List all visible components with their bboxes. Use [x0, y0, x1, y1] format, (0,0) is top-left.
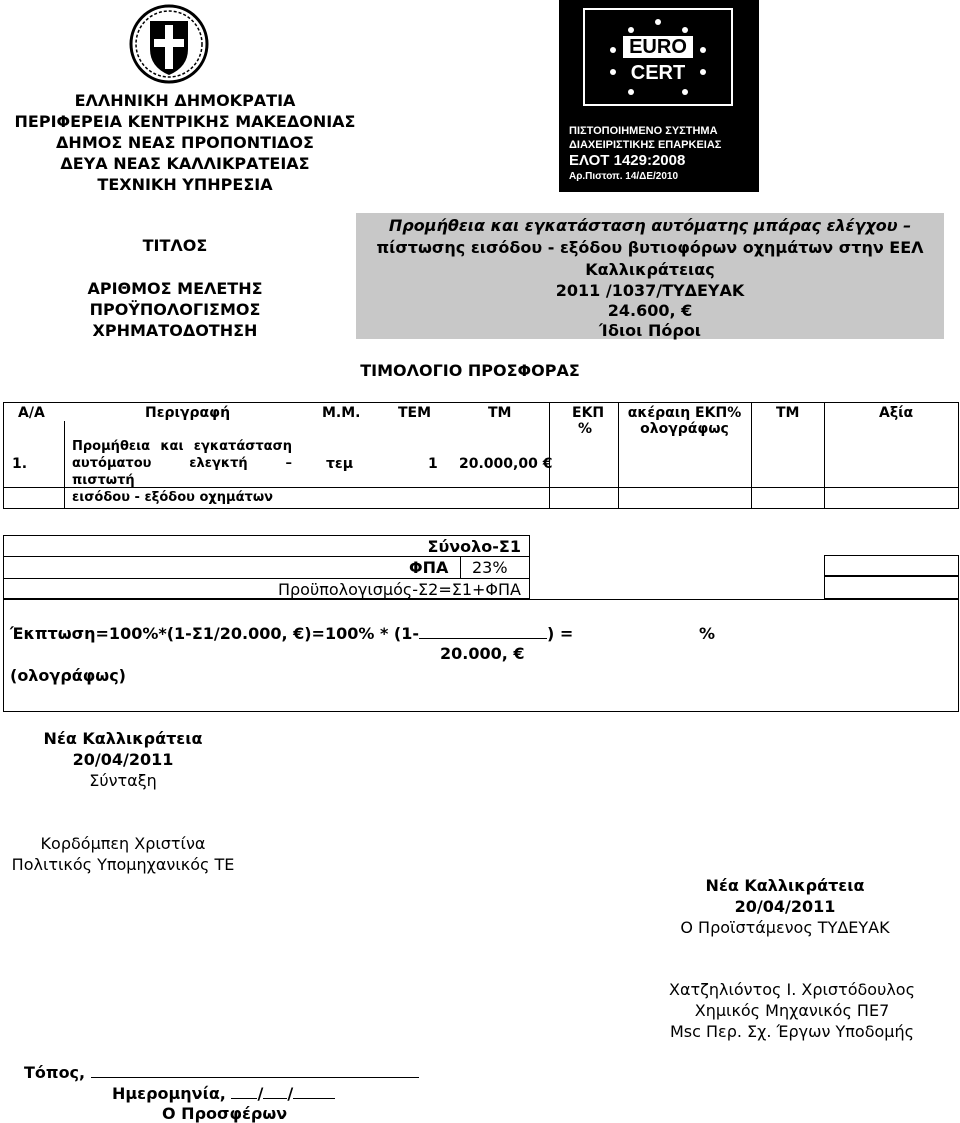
project-info-box	[356, 213, 944, 339]
discount-in-words: (ολογράφως)	[10, 666, 126, 685]
compile-block: Νέα Καλλικράτεια 20/04/2011 Σύνταξη	[43, 729, 203, 790]
header-quantity: ΤΕΜ	[398, 405, 432, 421]
header-percent: %	[578, 421, 593, 437]
discount-formula: Έκπτωση=100%*(1-Σ1/20.000, €)=100% * (1- ) =	[10, 624, 574, 643]
header-unit: Μ.Μ.	[322, 405, 361, 421]
approver-signature: Χατζηλιόντος Ι. Χριστόδουλος Χημικός Μηχανικός ΠΕ7 Msc Περ. Σχ. Έργων Υποδομής	[669, 980, 915, 1041]
study-number: 2011 /1037/ΤΥΔΕΥΑΚ	[555, 281, 745, 300]
totals-value-cell	[824, 555, 959, 576]
column-divider	[64, 421, 65, 508]
offeror-place: Τόπος,	[24, 1063, 419, 1082]
header-discount: ΕΚΠ	[572, 405, 605, 421]
compiler-signature: Κορδόμπεη Χριστίνα Πολιτικός Υπομηχανικός ΤΕ	[11, 834, 235, 874]
column-divider	[824, 403, 825, 508]
project-title-line1: Προμήθεια και εγκατάσταση αυτόματης μπάρας ελέγχου –	[388, 216, 912, 235]
offer-title: ΤΙΜΟΛΟΓΙΟ ΠΡΟΣΦΟΡΑΣ	[360, 361, 580, 380]
authority-header: ΕΛΛΗΝΙΚΗ ΔΗΜΟΚΡΑΤΙΑ ΠΕΡΙΦΕΡΕΙΑ ΚΕΝΤΡΙΚΗΣ ΜΑΚΕΔΟΝΙΑΣ ΔΗΜΟΣ ΝΕΑΣ ΠΡΟΠΟΝΤΙΔΟΣ ΔΕΥΑ ΝΕΑΣ ΚΑΛΛΙΚΡΑΤΕΙΑΣ ΤΕΧΝΙΚΗ ΥΠΗΡΕΣΙΑ	[14, 91, 356, 194]
offeror-date: Ημερομηνία, / /	[112, 1084, 335, 1103]
approve-block: Νέα Καλλικράτεια 20/04/2011 Ο Προϊστάμενος ΤΥΔΕΥΑΚ	[680, 876, 890, 937]
header-unit-price-2: ΤΜ	[776, 405, 800, 421]
project-title-line2: πίστωσης εισόδου - εξόδου βυτιοφόρων οχημάτων στην ΕΕΛ	[376, 238, 924, 257]
row-divider	[4, 578, 529, 579]
sum-label: Σύνολο-Σ1	[427, 537, 521, 556]
discount-formula-box	[3, 599, 959, 712]
label-study-number: ΑΡΙΘΜΟΣ ΜΕΛΕΤΗΣ	[87, 279, 263, 298]
row-description: Προμήθεια και εγκατάσταση αυτόματου ελεγκτή – πιστωτή εισόδου - εξόδου οχημάτων	[72, 439, 292, 505]
budget-total-label: Προϋπολογισμός-Σ2=Σ1+ΦΠΑ	[277, 580, 521, 599]
greek-coat-of-arms-icon	[128, 3, 210, 85]
offeror-role: Ο Προσφέρων	[162, 1104, 288, 1123]
row-price: 20.000,00 €	[459, 456, 553, 472]
discount-denominator: 20.000, €	[440, 644, 525, 663]
column-divider	[751, 403, 752, 508]
row-aa: 1.	[12, 456, 28, 472]
project-title-line3: Καλλικράτειας	[585, 260, 715, 279]
header-value: Αξία	[879, 405, 914, 421]
eurocert-certification-logo	[559, 0, 759, 192]
price-offer-table	[3, 402, 959, 509]
totals-value-cell	[824, 576, 959, 599]
header-aa: Α/Α	[18, 405, 45, 421]
row-divider	[4, 556, 529, 557]
header-description: Περιγραφή	[145, 405, 231, 421]
label-funding: ΧΡΗΜΑΤΟΔΟΤΗΣΗ	[92, 321, 258, 340]
column-divider	[460, 556, 461, 578]
header-discount-integer: ακέραιη ΕΚΠ%	[627, 405, 742, 421]
header-unit-price: ΤΜ	[488, 405, 512, 421]
row-unit: τεμ	[326, 456, 354, 472]
certification-text: ΠΙΣΤΟΠΟΙΗΜΕΝΟ ΣΥΣΤΗΜΑ ΔΙΑΧΕΙΡΙΣΤΙΚΗΣ ΕΠΑΡΚΕΙΑΣ ΕΛΟΤ 1429:2008 Αρ.Πιστοπ. 14/ΔΕ/2010	[569, 125, 722, 182]
label-title: ΤΙΤΛΟΣ	[142, 236, 208, 255]
euro-text: EURO	[623, 36, 693, 58]
totals-box	[3, 535, 530, 599]
cert-text: CERT	[630, 62, 686, 84]
header-in-words: ολογράφως	[640, 421, 729, 437]
vat-label: ΦΠΑ	[409, 558, 449, 577]
budget-amount: 24.600, €	[607, 301, 693, 320]
row-quantity: 1	[428, 456, 438, 472]
funding-source: Ίδιοι Πόροι	[598, 321, 702, 340]
label-budget: ΠΡΟΫΠΟΛΟΓΙΣΜΟΣ	[89, 300, 261, 319]
discount-percent: %	[699, 624, 716, 643]
vat-rate: 23%	[472, 558, 508, 577]
